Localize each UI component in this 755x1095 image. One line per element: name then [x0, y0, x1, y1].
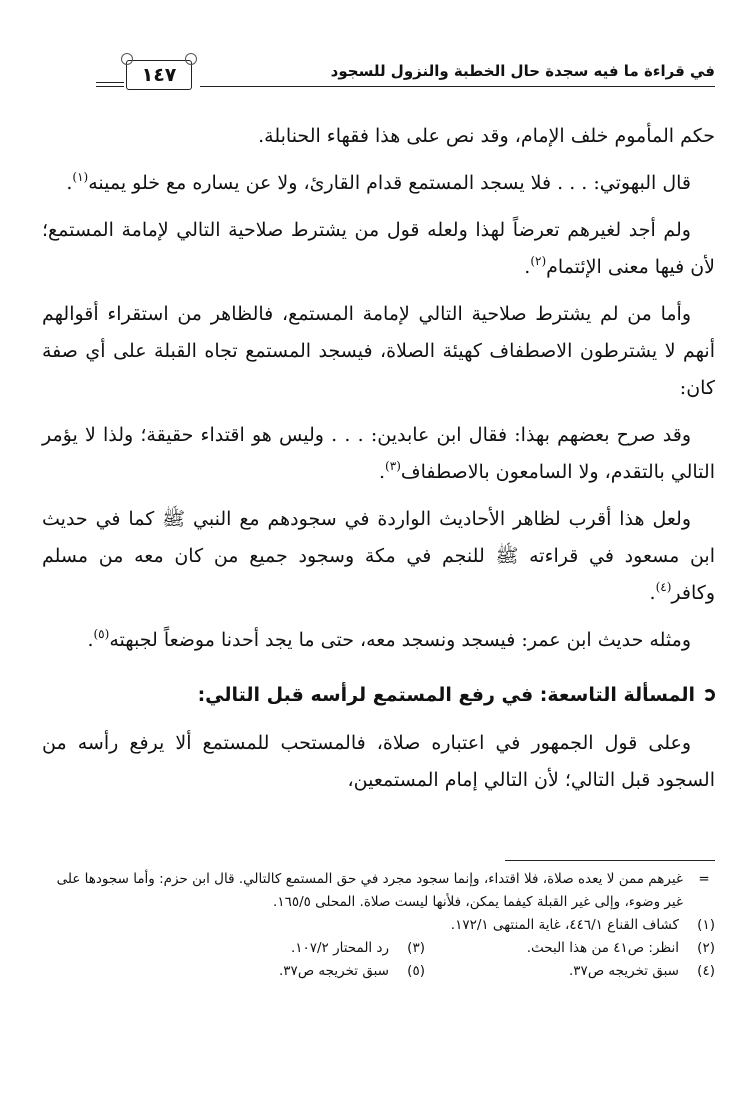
footnote-item: (٢) انظر: ص٤١ من هذا البحث. [526, 940, 715, 956]
footnote-ref[interactable]: (١) [72, 170, 89, 184]
footnote-ref[interactable]: (٣) [385, 459, 401, 473]
continuation-text: غيرهم ممن لا يعده صلاة، فلا اقتداء، وإنما سجود مجرد في حق المستمع كالتالي. قال ابن حزم: وأما سجودها على غير وضوء، وإلى غير القبلة كيفما يمكن، فلأنها ليست صلاة. المحلى ١٦٥/٥. [56, 871, 683, 910]
footnote-item: (٤) سبق تخريجه ص٣٧. [569, 963, 715, 979]
page-number-frame [126, 60, 192, 90]
footnote-item: (٣) رد المحتار ١٠٧/٢. [290, 940, 425, 956]
section-heading [42, 677, 715, 713]
footnote-ref[interactable]: (٥) [93, 627, 110, 641]
footnote-row [42, 937, 715, 960]
header-rule [200, 86, 715, 87]
footnote-separator [505, 860, 715, 861]
main-text [42, 118, 715, 809]
page-header [96, 56, 715, 96]
header-left-rule-lower [96, 86, 124, 87]
paragraph: وعلى قول الجمهور في اعتباره صلاة، فالمستحب للمستمع ألا يرفع رأسه من السجود قبل التالي؛ لأن التالي إمام المستمعين، [42, 732, 715, 791]
paragraph: ومثله حديث ابن عمر: فيسجد ونسجد معه، حتى ما يجد أحدنا موضعاً لجبهته$^{(٥)}$. [87, 627, 691, 651]
page-number: ١٤٧ [141, 64, 177, 86]
footnote-continuation [42, 868, 715, 914]
paragraph: ولم أجد لغيرهم تعرضاً لهذا ولعله قول من يشترط صلاحية التالي لإمامة المستمع؛ لأن فيها معنى الإئتمام$^{(٢)}$. [42, 219, 715, 278]
footnote-item: (٥) سبق تخريجه ص٣٧. [279, 963, 425, 979]
section-heading-text: المسألة التاسعة: في رفع المستمع لرأسه قبل التالي: [197, 684, 695, 706]
paragraph: ولعل هذا أقرب لظاهر الأحاديث الواردة في سجودهم مع النبي ﷺ كما في حديث ابن مسعود في قراءته ﷺ للنجم في مكة وسجود جميع من كان معه من مسلم وكافر$^{(٤)}$. [42, 508, 715, 604]
footnote-ref[interactable]: (٤) [655, 580, 672, 594]
running-title: في قراءة ما فيه سجدة حال الخطبة والنزول للسجود [330, 62, 715, 80]
header-left-rule [96, 82, 124, 83]
footnote-ref[interactable]: (٢) [530, 254, 547, 268]
footnotes [42, 868, 715, 983]
footnote-row [42, 914, 715, 937]
paragraph: قال البهوتي: . . . فلا يسجد المستمع قدام القارئ، ولا عن يساره مع خلو يمينه$^{(١)}$. [66, 170, 691, 194]
heading-bullet-icon [703, 689, 715, 701]
paragraph: حكم المأموم خلف الإمام، وقد نص على هذا فقهاء الحنابلة. [258, 125, 715, 147]
paragraph: وقد صرح بعضهم بهذا: فقال ابن عابدين: . . . وليس هو اقتداء حقيقة؛ ولذا لا يؤمر التالي بالتقدم، ولا السامعون بالاصطفاف$^{(٣)}$. [42, 424, 715, 483]
footnote-row [42, 960, 715, 983]
continuation-mark: = [698, 871, 710, 887]
paragraph: وأما من لم يشترط صلاحية التالي لإمامة المستمع، فالظاهر من استقراء أقوالهم أنهم لا يشترطون الاصطفاف كهيئة الصلاة، فيسجد المستمع تجاه القبلة على أي صفة كان: [42, 303, 715, 399]
footnote-item: (١) كشاف القناع ٤٤٦/١، غاية المنتهى ١٧٢/١. [450, 917, 715, 933]
